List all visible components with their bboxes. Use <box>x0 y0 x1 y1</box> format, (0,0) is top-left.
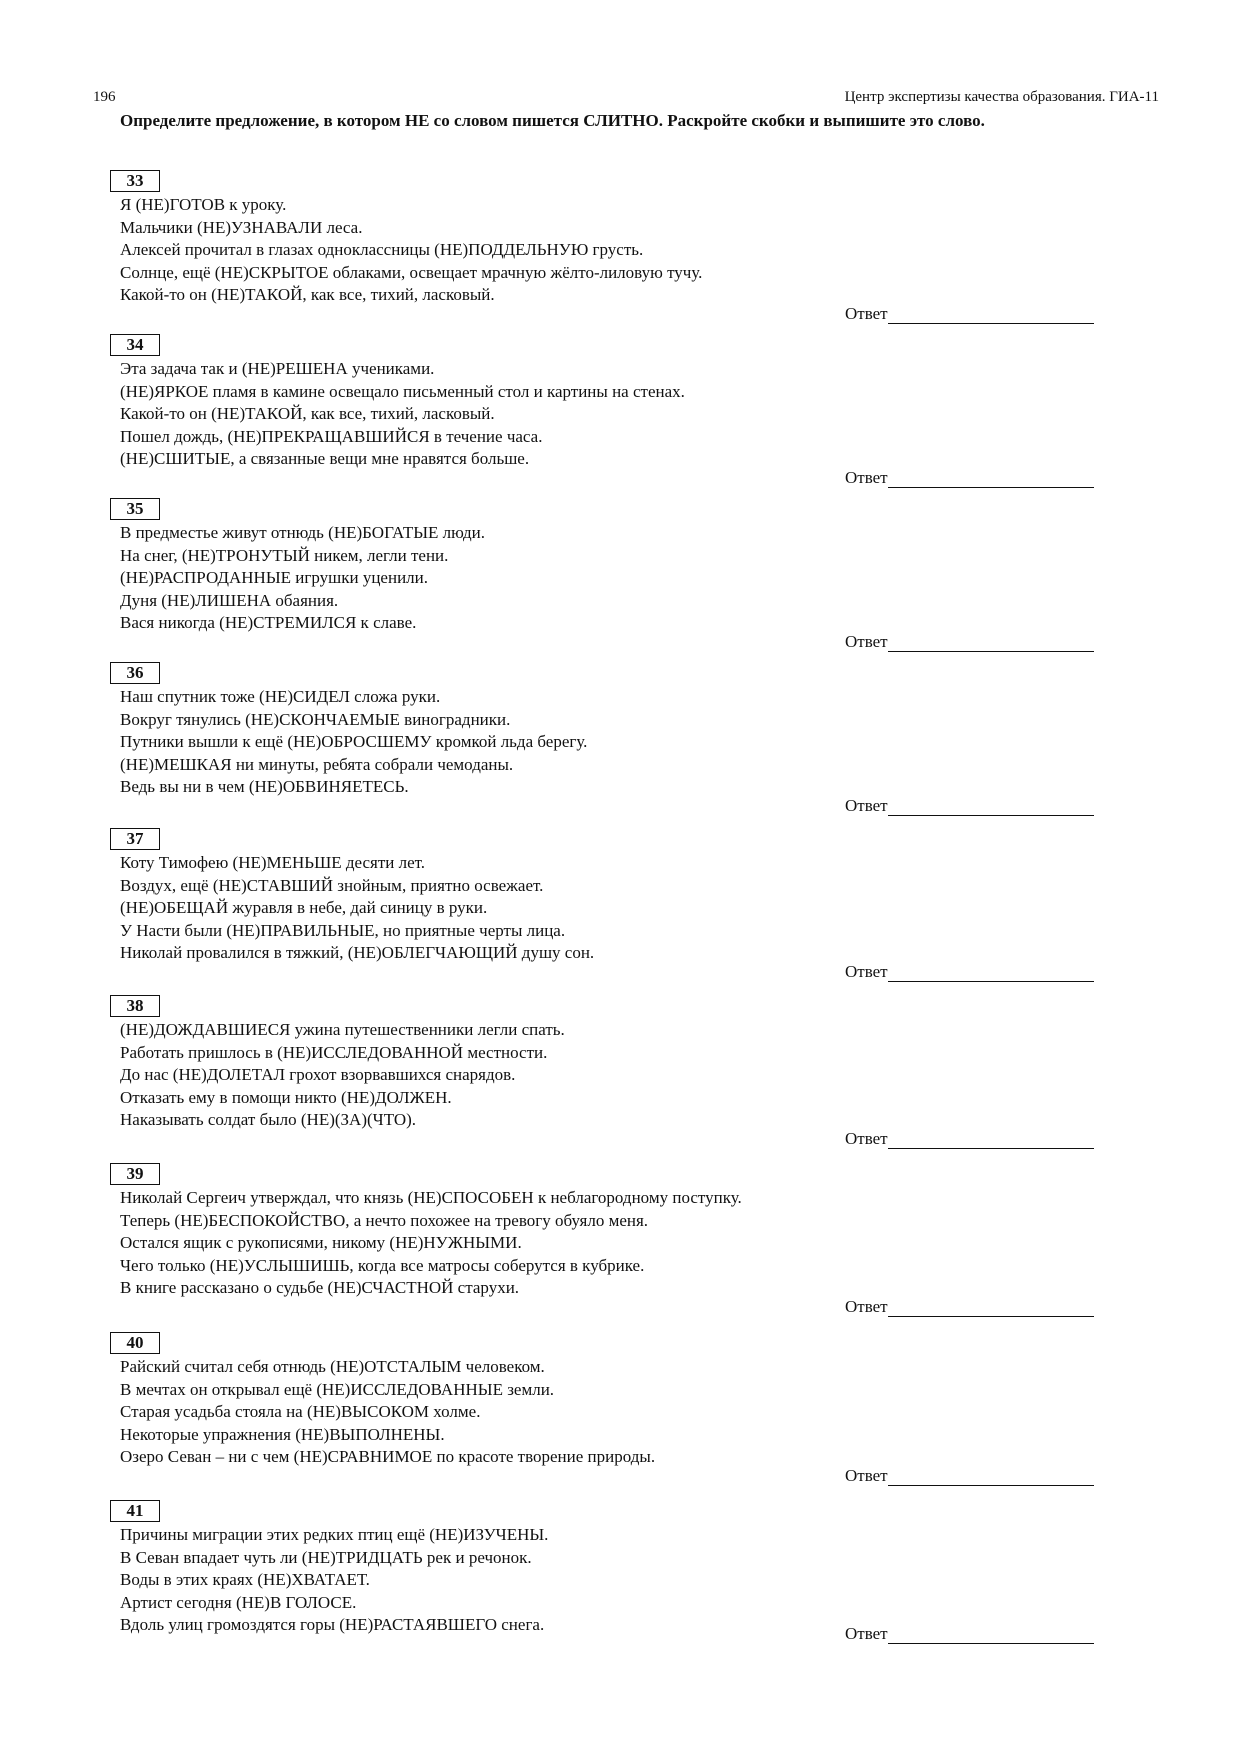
answer-field[interactable] <box>888 1627 1094 1644</box>
answer-row <box>845 1466 1094 1486</box>
answer-label: Ответ <box>845 632 888 651</box>
sentence: В предместье живут отнюдь (НЕ)БОГАТЫЕ люди. <box>120 523 485 542</box>
task-34 <box>110 334 1110 487</box>
sentence: Вдоль улиц громоздятся горы (НЕ)РАСТАЯВШЕГО снега. <box>120 1615 545 1634</box>
answer-row <box>845 632 1094 652</box>
task-number-box: 35 <box>110 498 160 520</box>
sentence: Пошел дождь, (НЕ)ПРЕКРАЩАВШИЙСЯ в течение часа. <box>120 426 543 446</box>
task-33 <box>110 170 1110 323</box>
task-instruction: Определите предложение, в котором НЕ со словом пишется СЛИТНО. Раскройте скобки и выпишите это слово. <box>120 111 985 130</box>
answer-row <box>845 468 1094 488</box>
sentence: Николай Сергеич утверждал, что князь (НЕ)СПОСОБЕН к неблагородному поступку. <box>120 1188 742 1207</box>
task-number-box: 37 <box>110 828 160 850</box>
sentence-list <box>120 194 1000 307</box>
answer-field[interactable] <box>888 307 1094 324</box>
answer-row <box>845 1129 1094 1149</box>
task-38 <box>110 995 1110 1148</box>
task-39 <box>110 1163 1110 1316</box>
sentence-list <box>120 852 1000 965</box>
answer-field[interactable] <box>888 635 1094 652</box>
answer-label: Ответ <box>845 1466 888 1485</box>
sentence: Алексей прочитал в глазах одноклассницы (НЕ)ПОДДЕЛЬНУЮ грусть. <box>120 240 644 259</box>
sentence: (НЕ)МЕШКАЯ ни минуты, ребята собрали чемоданы. <box>120 754 514 774</box>
sentence: Эта задача так и (НЕ)РЕШЕНА учениками. <box>120 359 435 378</box>
sentence: Дуня (НЕ)ЛИШЕНА обаяния. <box>120 590 339 610</box>
sentence: У Насти были (НЕ)ПРАВИЛЬНЫЕ, но приятные черты лица. <box>120 920 566 940</box>
sentence: В мечтах он открывал ещё (НЕ)ИССЛЕДОВАННЫЕ земли. <box>120 1379 555 1399</box>
sentence-list <box>120 1187 1000 1300</box>
sentence: Николай провалился в тяжкий, (НЕ)ОБЛЕГЧАЮЩИЙ душу сон. <box>120 943 595 962</box>
sentence: Некоторые упражнения (НЕ)ВЫПОЛНЕНЫ. <box>120 1424 445 1444</box>
sentence: Я (НЕ)ГОТОВ к уроку. <box>120 195 287 214</box>
sentence: Какой-то он (НЕ)ТАКОЙ, как все, тихий, ласковый. <box>120 404 495 423</box>
sentence: (НЕ)РАСПРОДАННЫЕ игрушки уценили. <box>120 568 429 587</box>
answer-row <box>845 796 1094 816</box>
sentence: (НЕ)СШИТЫЕ, а связанные вещи мне нравятся больше. <box>120 449 530 468</box>
sentence: Отказать ему в помощи никто (НЕ)ДОЛЖЕН. <box>120 1087 452 1107</box>
answer-label: Ответ <box>845 962 888 981</box>
answer-label: Ответ <box>845 1297 888 1316</box>
sentence: Вокруг тянулись (НЕ)СКОНЧАЕМЫЕ виноградники. <box>120 709 511 729</box>
sentence-list <box>120 686 1000 799</box>
sentence: (НЕ)ДОЖДАВШИЕСЯ ужина путешественники легли спать. <box>120 1020 565 1039</box>
sentence: В книге рассказано о судьбе (НЕ)СЧАСТНОЙ старухи. <box>120 1278 520 1297</box>
sentence: Воздух, ещё (НЕ)СТАВШИЙ знойным, приятно освежает. <box>120 875 544 895</box>
sentence: (НЕ)ОБЕЩАЙ журавля в небе, дай синицу в руки. <box>120 898 488 917</box>
sentence: Озеро Севан – ни с чем (НЕ)СРАВНИМОЕ по красоте творение природы. <box>120 1447 656 1466</box>
answer-field[interactable] <box>888 1469 1094 1486</box>
sentence: Воды в этих краях (НЕ)ХВАТАЕТ. <box>120 1570 370 1589</box>
answer-label: Ответ <box>845 304 888 323</box>
sentence: Причины миграции этих редких птиц ещё (НЕ)ИЗУЧЕНЫ. <box>120 1525 549 1544</box>
sentence: Наш спутник тоже (НЕ)СИДЕЛ сложа руки. <box>120 687 441 706</box>
task-number-box: 36 <box>110 662 160 684</box>
task-number-box: 33 <box>110 170 160 192</box>
task-number-box: 40 <box>110 1332 160 1354</box>
task-35 <box>110 498 1110 651</box>
answer-field[interactable] <box>888 1132 1094 1149</box>
sentence-list <box>120 358 1000 471</box>
sentence-list <box>120 1356 1000 1469</box>
answer-field[interactable] <box>888 1300 1094 1317</box>
answer-row <box>845 1297 1094 1317</box>
answer-field[interactable] <box>888 965 1094 982</box>
sentence: Ведь вы ни в чем (НЕ)ОБВИНЯЕТЕСЬ. <box>120 777 409 796</box>
answer-row <box>845 1624 1094 1644</box>
sentence: Старая усадьба стояла на (НЕ)ВЫСОКОМ холме. <box>120 1402 481 1421</box>
sentence: Артист сегодня (НЕ)В ГОЛОСЕ. <box>120 1592 357 1612</box>
sentence: Вася никогда (НЕ)СТРЕМИЛСЯ к славе. <box>120 613 417 632</box>
sentence: На снег, (НЕ)ТРОНУТЫЙ никем, легли тени. <box>120 545 449 565</box>
answer-field[interactable] <box>888 471 1094 488</box>
page-number: 196 <box>93 89 116 105</box>
answer-row <box>845 962 1094 982</box>
sentence: (НЕ)ЯРКОЕ пламя в камине освещало письменный стол и картины на стенах. <box>120 381 685 401</box>
answer-field[interactable] <box>888 799 1094 816</box>
sentence: Солнце, ещё (НЕ)СКРЫТОЕ облаками, освещает мрачную жёлто-лиловую тучу. <box>120 262 703 282</box>
sentence: Работать пришлось в (НЕ)ИССЛЕДОВАННОЙ местности. <box>120 1042 548 1062</box>
task-36 <box>110 662 1110 815</box>
answer-label: Ответ <box>845 1624 888 1643</box>
sentence: Теперь (НЕ)БЕСПОКОЙСТВО, а нечто похожее на тревогу обуяло меня. <box>120 1210 649 1230</box>
answer-label: Ответ <box>845 1129 888 1148</box>
sentence: Коту Тимофею (НЕ)МЕНЬШЕ десяти лет. <box>120 853 426 872</box>
sentence: Мальчики (НЕ)УЗНАВАЛИ леса. <box>120 217 363 237</box>
answer-label: Ответ <box>845 796 888 815</box>
answer-row <box>845 304 1094 324</box>
sentence: В Севан впадает чуть ли (НЕ)ТРИДЦАТЬ рек и речонок. <box>120 1547 532 1567</box>
sentence: Наказывать солдат было (НЕ)(ЗА)(ЧТО). <box>120 1110 417 1129</box>
sentence-list <box>120 1019 1000 1132</box>
task-number-box: 38 <box>110 995 160 1017</box>
task-41 <box>110 1500 1110 1650</box>
task-37 <box>110 828 1110 981</box>
sentence: Райский считал себя отнюдь (НЕ)ОТСТАЛЫМ человеком. <box>120 1357 545 1376</box>
sentence: Остался ящик с рукописями, никому (НЕ)НУЖНЫМИ. <box>120 1233 522 1252</box>
sentence: Какой-то он (НЕ)ТАКОЙ, как все, тихий, ласковый. <box>120 285 495 304</box>
task-number-box: 39 <box>110 1163 160 1185</box>
task-40 <box>110 1332 1110 1485</box>
header-source: Центр экспертизы качества образования. ГИА-11 <box>844 89 1159 105</box>
sentence-list <box>120 1524 1000 1637</box>
task-number-box: 41 <box>110 1500 160 1522</box>
answer-label: Ответ <box>845 468 888 487</box>
sentence: Чего только (НЕ)УСЛЫШИШЬ, когда все матросы соберутся в кубрике. <box>120 1255 645 1275</box>
sentence: Путники вышли к ещё (НЕ)ОБРОСШЕМУ кромкой льда берегу. <box>120 732 588 751</box>
sentence-list <box>120 522 1000 635</box>
task-number-box: 34 <box>110 334 160 356</box>
sentence: До нас (НЕ)ДОЛЕТАЛ грохот взорвавшихся снарядов. <box>120 1065 516 1084</box>
